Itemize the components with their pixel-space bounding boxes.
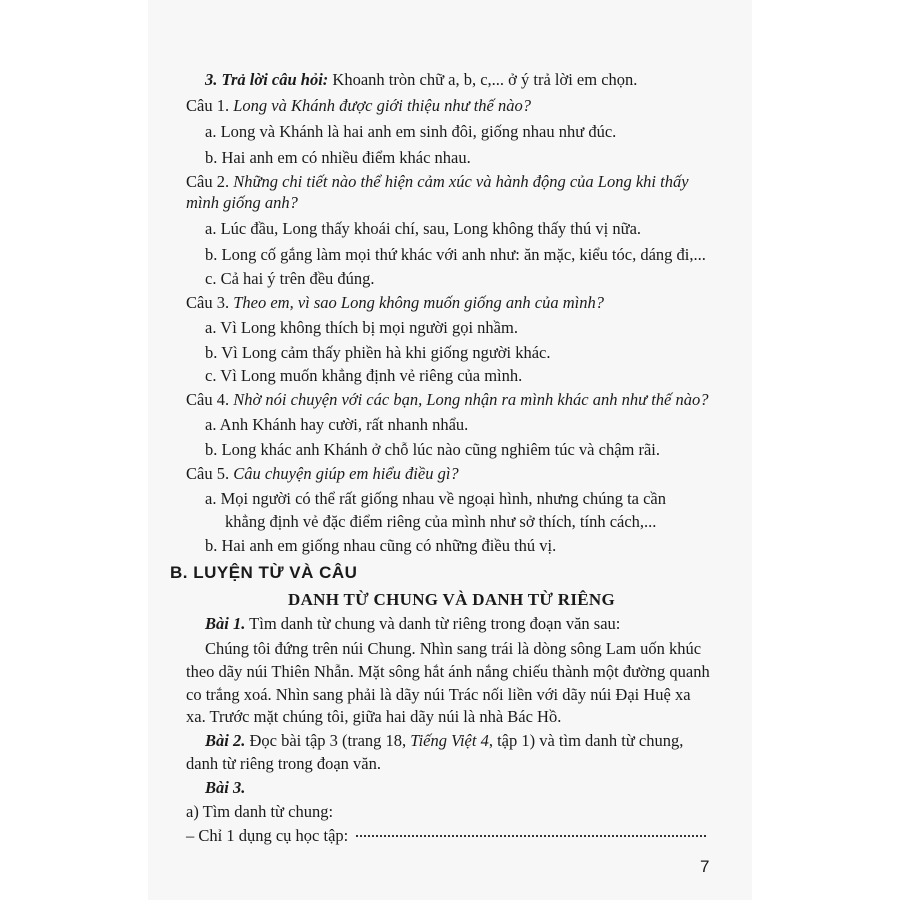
answer-3c: c. Vì Long muốn khẳng định vẻ riêng của mình. [205, 366, 523, 385]
question-5 [186, 464, 459, 484]
answer-4a: a. Anh Khánh hay cười, rất nhanh nhẩu. [205, 415, 469, 434]
exercise-2-cont: danh từ riêng trong đoạn văn. [186, 754, 381, 773]
answer-5a-cont: khẳng định vẻ đặc điểm riêng của mình như sở thích, tính cách,... [225, 512, 657, 531]
answer-5a: a. Mọi người có thể rất giống nhau về ngoại hình, nhưng chúng ta cần [205, 489, 667, 508]
question-text: Theo em, vì sao Long không muốn giống anh của mình? [233, 293, 604, 312]
question-1 [186, 96, 531, 116]
exercise-3-item-1 [186, 826, 706, 846]
answer-3a: a. Vì Long không thích bị mọi người gọi nhầm. [205, 318, 518, 337]
passage-line: xa. Trước mặt chúng tôi, giữa hai dãy núi là nhà Bác Hồ. [186, 707, 562, 726]
exercise-3-label: Bài 3. [205, 778, 246, 797]
question-label: Câu 3. [186, 293, 230, 312]
answer-5b: b. Hai anh em giống nhau cũng có những điều thú vị. [205, 536, 557, 555]
question-text: Nhờ nói chuyện với các bạn, Long nhận ra mình khác anh như thế nào? [233, 390, 709, 409]
exercise-text: , tập 1) và tìm danh từ chung, [488, 731, 684, 750]
exercise-label: Bài 1. [205, 614, 246, 633]
answer-2b: b. Long cố gắng làm mọi thứ khác với anh như: ăn mặc, kiểu tóc, dáng đi,... [205, 245, 706, 264]
part3-heading: 3. Trả lời câu hỏi: [205, 70, 329, 89]
question-label: Câu 2. [186, 172, 230, 191]
question-text: Long và Khánh được giới thiệu như thế nào? [233, 96, 531, 115]
question-2 [186, 172, 689, 192]
section-b-heading: B. LUYỆN TỪ VÀ CÂU [170, 563, 358, 582]
passage-line: theo dãy núi Thiên Nhẫn. Mặt sông hắt ánh nắng chiếu thành một đường quanh [186, 662, 710, 681]
question-text: Những chi tiết nào thể hiện cảm xúc và hành động của Long khi thấy [233, 172, 689, 191]
exercise-text: Đọc bài tập 3 (trang 18, [249, 731, 407, 750]
page-number: 7 [700, 857, 710, 876]
answer-1b: b. Hai anh em có nhiều điểm khác nhau. [205, 148, 471, 167]
exercise-label: Bài 2. [205, 731, 246, 750]
answer-1a: a. Long và Khánh là hai anh em sinh đôi, giống nhau như đúc. [205, 122, 617, 141]
passage-line: co trắng xoá. Nhìn sang phải là dãy núi Trác nối liền với dãy núi Đại Huệ xa [186, 685, 691, 704]
part3-instruction: Khoanh tròn chữ a, b, c,... ở ý trả lời em chọn. [332, 70, 638, 89]
question-label: Câu 4. [186, 390, 230, 409]
passage-line: Chúng tôi đứng trên núi Chung. Nhìn sang trái là dòng sông Lam uốn khúc [205, 639, 702, 658]
section-subtitle: DANH TỪ CHUNG VÀ DANH TỪ RIÊNG [288, 590, 615, 609]
question-3 [186, 293, 604, 313]
exercise-1 [205, 614, 620, 634]
exercise-2 [205, 731, 683, 751]
answer-2a: a. Lúc đầu, Long thấy khoái chí, sau, Long không thấy thú vị nữa. [205, 219, 642, 238]
question-text: Câu chuyện giúp em hiểu điều gì? [233, 464, 459, 483]
question-label: Câu 5. [186, 464, 230, 483]
answer-4b: b. Long khác anh Khánh ở chỗ lúc nào cũng nghiêm túc và chậm rãi. [205, 440, 660, 459]
exercise-3-part-a: a) Tìm danh từ chung: [186, 802, 334, 821]
part3-heading-line [205, 70, 637, 90]
book-title: Tiếng Việt 4 [410, 731, 489, 750]
question-4 [186, 390, 708, 410]
question-2-cont: mình giống anh? [186, 193, 298, 212]
exercise-prompt: Tìm danh từ chung và danh từ riêng trong đoạn văn sau: [249, 614, 621, 633]
item-label: – Chỉ 1 dụng cụ học tập: [186, 826, 349, 845]
answer-blank [356, 835, 706, 837]
answer-2c: c. Cả hai ý trên đều đúng. [205, 269, 375, 288]
question-label: Câu 1. [186, 96, 230, 115]
answer-3b: b. Vì Long cảm thấy phiền hà khi giống người khác. [205, 343, 551, 362]
